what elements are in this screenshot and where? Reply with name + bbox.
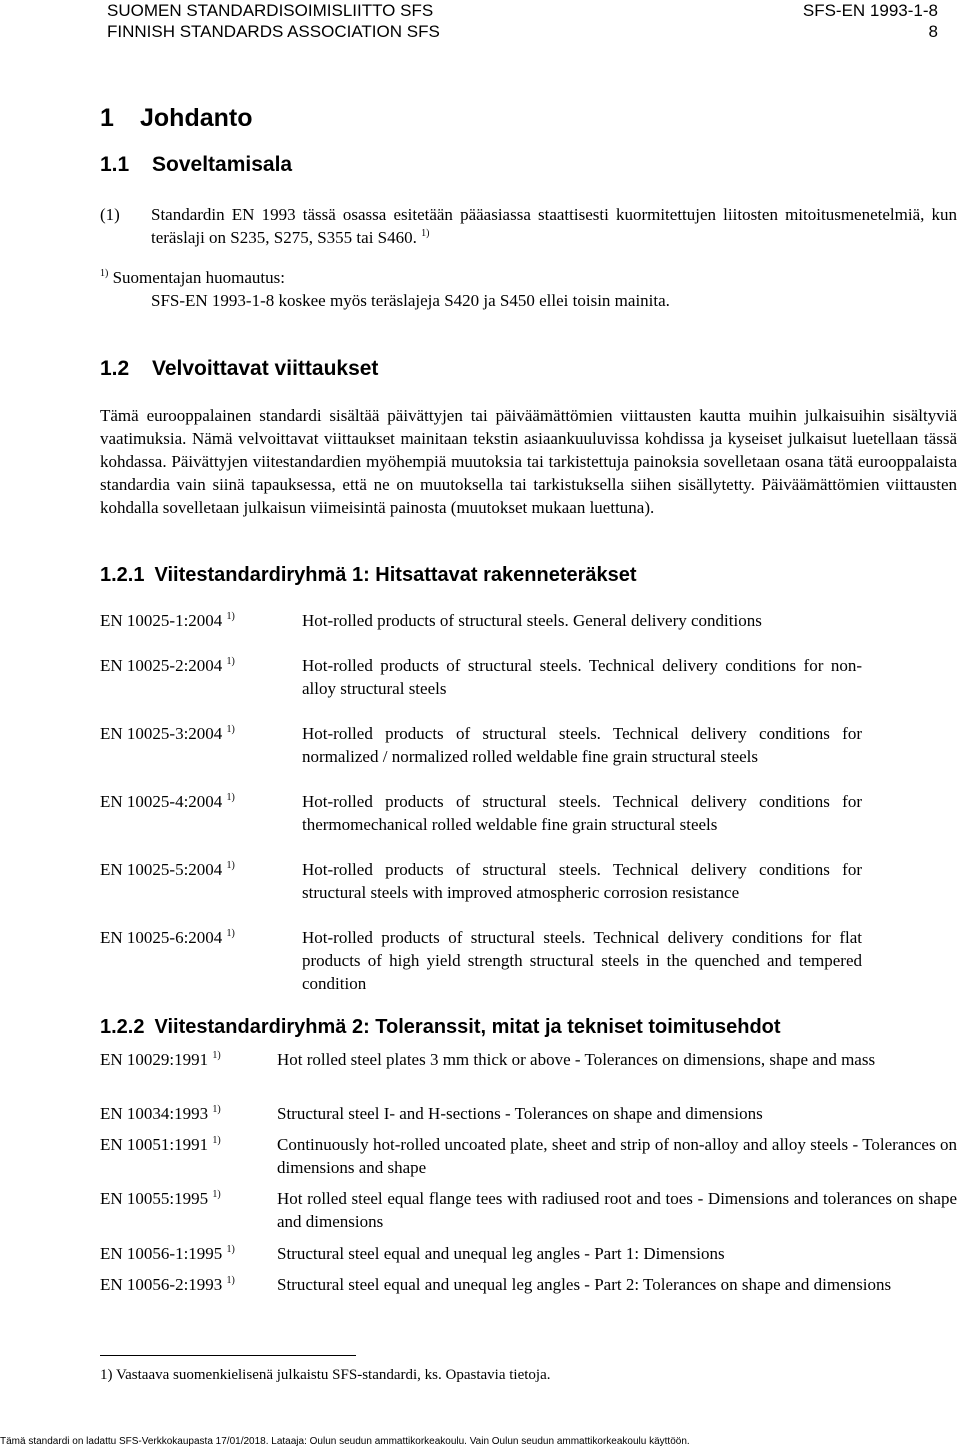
footnote-ref: 1) — [421, 228, 430, 239]
footnote-ref: 1) — [226, 724, 235, 735]
section-title: Velvoittavat viittaukset — [152, 357, 379, 380]
reference-code: EN 10025-6:2004 — [100, 928, 223, 947]
subsection-number: 1.2.2 — [100, 1016, 145, 1038]
reference-title: Hot-rolled products of structural steels. Technical delivery conditions for structural steels with improved atmospheric corrosion resistance — [302, 860, 862, 902]
reference-title: Hot-rolled products of structural steels. Technical delivery conditions for thermomechanical rolled weldable fine grain structural steels — [302, 792, 862, 834]
reference-code: EN 10051:1991 — [100, 1135, 209, 1154]
document-id: SFS-EN 1993-1-8 — [802, 1, 938, 20]
reference-title: Hot-rolled products of structural steels. Technical delivery conditions for non-alloy structural steels — [302, 656, 862, 698]
footnote-ref: 1) — [226, 611, 235, 622]
footnote-ref: 1) — [226, 656, 235, 667]
org-name-fi: SUOMEN STANDARDISOIMISLIITTO SFS — [107, 1, 434, 20]
download-notice: Tämä standardi on ladattu SFS-Verkkokaupasta 17/01/2018. Lataaja: Oulun seudun ammattikorkeakoulu. Vain Oulun seudun ammattikorkeakoulu käyttöön. — [0, 1436, 690, 1447]
translator-note — [100, 266, 670, 312]
org-name-en: FINNISH STANDARDS ASSOCIATION SFS — [107, 22, 440, 41]
section-title: Johdanto — [140, 104, 253, 132]
reference-code: EN 10029:1991 — [100, 1050, 209, 1069]
page-header-doc — [803, 0, 938, 42]
section-1-heading — [100, 104, 253, 133]
footnote-divider — [100, 1355, 356, 1356]
page-number: 8 — [928, 22, 938, 41]
reference-code: EN 10025-4:2004 — [100, 792, 223, 811]
footnote-ref: 1) — [212, 1050, 221, 1061]
reference-title: Hot-rolled products of structural steels. Technical delivery conditions for normalized / normalized rolled weldable fine grain structural steels — [302, 724, 862, 766]
reference-code: EN 10055:1995 — [100, 1189, 209, 1208]
reference-title: Hot rolled steel equal flange tees with radiused root and toes - Dimensions and tolerances on shape and dimensions — [277, 1189, 957, 1231]
reference-code: EN 10025-3:2004 — [100, 724, 223, 743]
footnote: 1) Vastaava suomenkielisenä julkaistu SFS-standardi, ks. Opastavia tietoja. — [100, 1367, 551, 1383]
reference-code: EN 10025-5:2004 — [100, 860, 223, 879]
reference-group-1-heading — [100, 564, 637, 587]
footnote-ref: 1) — [212, 1135, 221, 1146]
scope-paragraph — [100, 203, 957, 249]
reference-title: Hot-rolled products of structural steels. Technical delivery conditions for flat products of high yield strength structural steels in the quenched and tempered condition — [302, 928, 862, 993]
footnote-ref: 1) — [226, 1275, 235, 1286]
paragraph-label: (1) — [100, 205, 120, 224]
reference-group-2-heading — [100, 1016, 781, 1039]
reference-title: Hot-rolled products of structural steels. General delivery conditions — [302, 611, 762, 630]
subsection-number: 1.2.1 — [100, 564, 145, 586]
reference-code: EN 10034:1993 — [100, 1104, 209, 1123]
subsection-title: Viitestandardiryhmä 1: Hitsattavat rakenneteräkset — [154, 564, 637, 586]
reference-title: Hot rolled steel plates 3 mm thick or above - Tolerances on dimensions, shape and mass — [277, 1050, 876, 1069]
footnote-ref: 1) — [226, 928, 235, 939]
footnote-ref: 1) — [226, 860, 235, 871]
note-text: SFS-EN 1993-1-8 koskee myös teräslajeja S420 ja S450 ellei toisin mainita. — [151, 291, 670, 310]
reference-title: Continuously hot-rolled uncoated plate, sheet and strip of non-alloy and alloy steels - Tolerances on dimensions and shape — [277, 1135, 957, 1177]
section-number: 1.2 — [100, 357, 130, 380]
subsection-title: Viitestandardiryhmä 2: Toleranssit, mitat ja tekniset toimitusehdot — [154, 1016, 781, 1038]
reference-code: EN 10056-1:1995 — [100, 1244, 223, 1263]
reference-code: EN 10025-2:2004 — [100, 656, 223, 675]
footnote-ref: 1) — [212, 1104, 221, 1115]
reference-code: EN 10025-1:2004 — [100, 611, 223, 630]
footnote-ref: 1) — [226, 792, 235, 803]
page-header-org — [107, 0, 440, 42]
section-1-1-heading — [100, 153, 292, 177]
section-title: Soveltamisala — [152, 153, 293, 176]
note-marker: 1) — [100, 268, 109, 279]
reference-title: Structural steel equal and unequal leg angles - Part 1: Dimensions — [277, 1244, 725, 1263]
paragraph-text: Standardin EN 1993 tässä osassa esitetään pääasiassa staattisesti kuormitettujen liitosten mitoitusmenetelmiä, kun teräslaji on S235, S275, S355 tai S460. — [151, 205, 957, 247]
section-number: 1 — [100, 104, 114, 132]
reference-code: EN 10056-2:1993 — [100, 1275, 223, 1294]
reference-title: Structural steel equal and unequal leg angles - Part 2: Tolerances on shape and dimensions — [277, 1275, 892, 1294]
reference-title: Structural steel I- and H-sections - Tolerances on shape and dimensions — [277, 1104, 763, 1123]
section-1-2-heading — [100, 357, 378, 381]
normative-references-paragraph: Tämä eurooppalainen standardi sisältää päivättyjen tai päiväämättömien viittausten kautta muihin julkaisuihin sisältyviä vaatimuksia. Nämä velvoittavat viittaukset mainitaan tekstin asiaankuuluvissa kohdissa ja kyseiset julkaisut luetellaan tässä kohdassa. Päivättyjen viitestandardien myöhempiä muutoksia tai tarkistettuja painoksia sovelletaan osana tätä eurooppalaista standardia vain siinä tapauksessa, että ne on muutoksella tai tarkistuksella siihen sisällytetty. Päiväämättömien viittausten kohdalla sovelletaan julkaisun viimeisintä painosta (muutokset mukaan luettuna). — [100, 406, 957, 517]
note-title: Suomentajan huomautus: — [112, 268, 285, 287]
section-number: 1.1 — [100, 153, 130, 176]
footnote-ref: 1) — [212, 1189, 221, 1200]
footnote-ref: 1) — [226, 1244, 235, 1255]
